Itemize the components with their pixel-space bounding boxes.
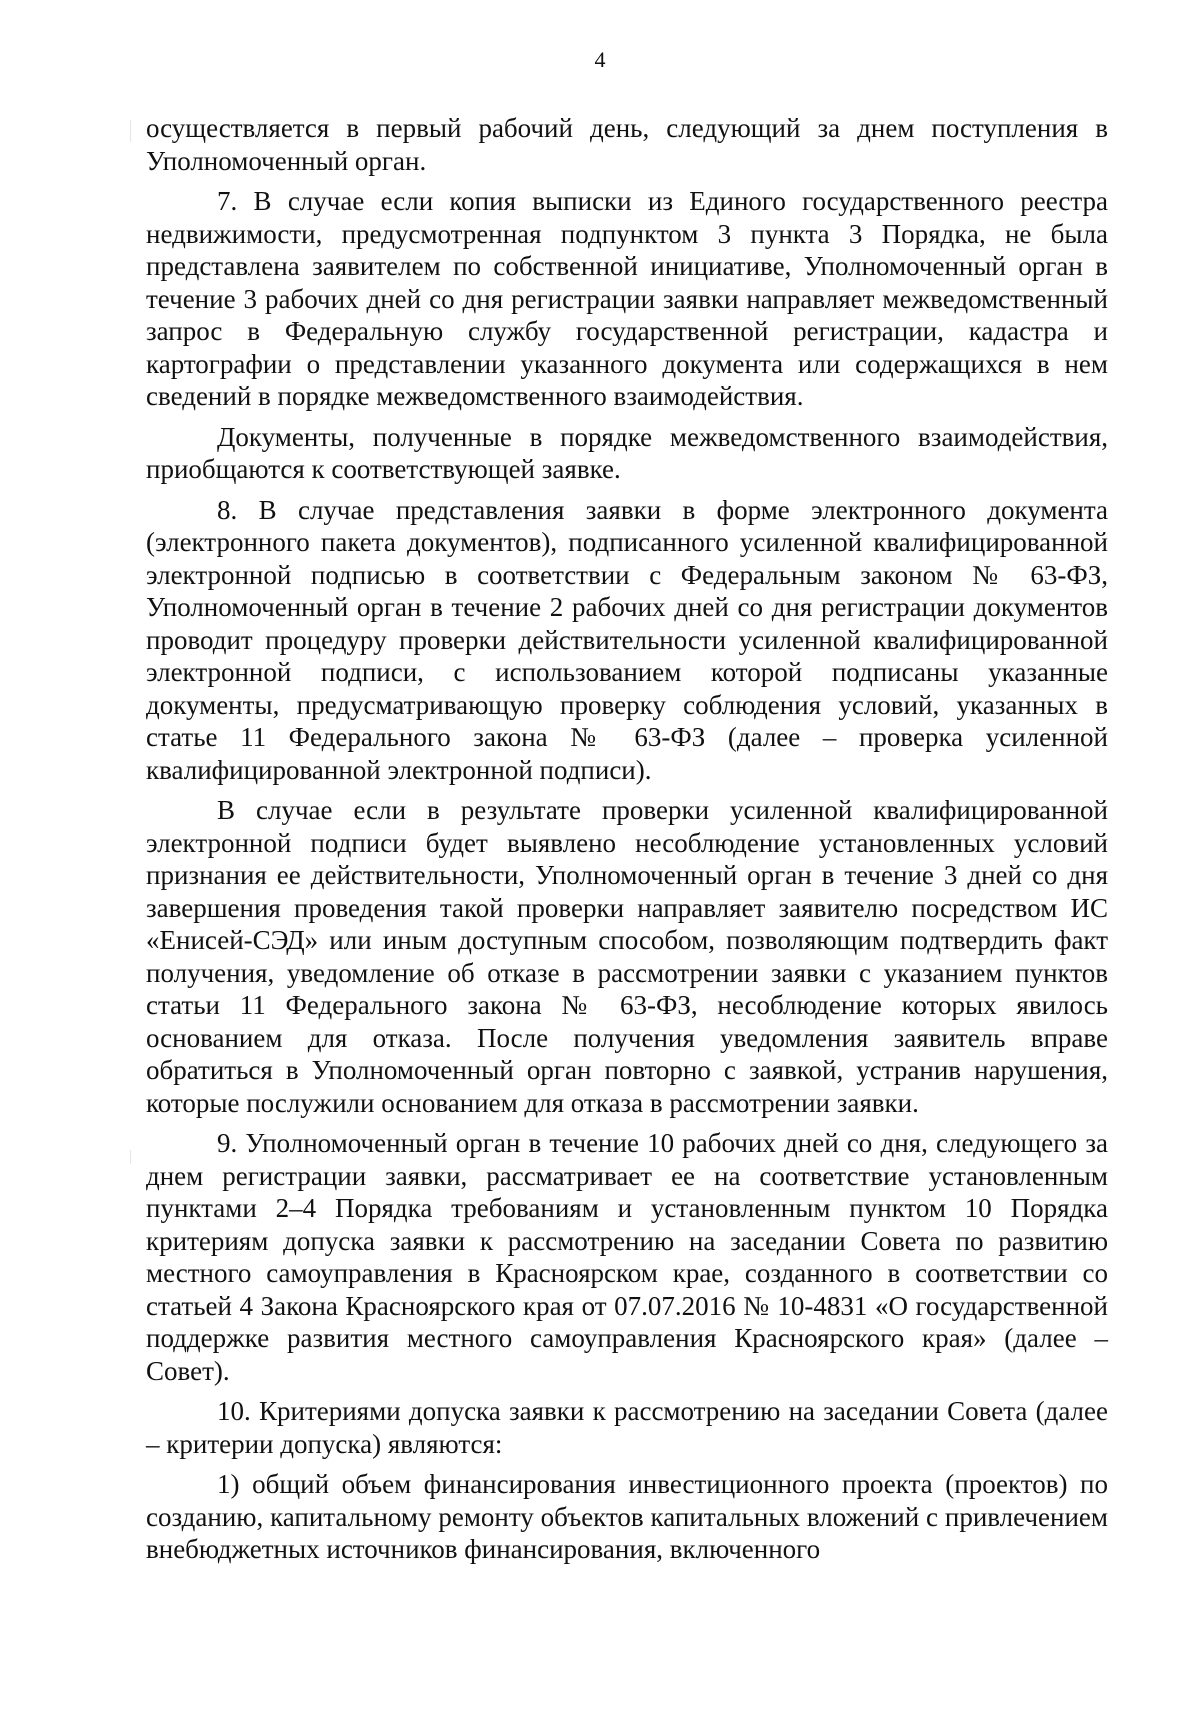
paragraph-item-10-1: 1) общий объем финансирования инвестиционного проекта (проектов) по созданию, капитальному ремонту объектов капитальных вложений с привлечением внебюджетных источников финансирования, включенного [146, 1469, 1108, 1564]
margin-scan-mark [130, 120, 131, 142]
paragraph-item-7-documents: Документы, полученные в порядке межведомственного взаимодействия, приобщаются к соответствующей заявке. [146, 421, 1108, 484]
paragraph-item-7: 7. В случае если копия выписки из Единого государственного реестра недвижимости, предусмотренная подпунктом 3 пункта 3 Порядка, не была представлена заявителем по собственной инициативе, Уполномоченный орган в течение 3 рабочих дней со дня регистрации заявки направляет межведомственный запрос в Федеральную службу государственной регистрации, кадастра и картографии о представлении указанного документа или содержащихся в нем сведений в порядке межведомственного взаимодействия. [146, 186, 1108, 411]
paragraph-item-9: 9. Уполномоченный орган в течение 10 рабочих дней со дня, следующего за днем регистрации заявки, рассматривает ее на соответствие установленным пунктами 2–4 Порядка требованиям и установленным пунктом 10 Порядка критериям допуска заявки к рассмотрению на заседании Совета по развитию местного самоуправления в Красноярском крае, созданного в соответствии со статьей 4 Закона Красноярского края от 07.07.2016 № 10-4831 «О государственной поддержке развития местного самоуправления Красноярского края» (далее – Совет). [146, 1128, 1108, 1386]
page-number: 4 [594, 47, 606, 72]
margin-scan-mark [130, 1150, 131, 1164]
paragraph-item-8-refusal: В случае если в результате проверки усиленной квалифицированной электронной подписи будет выявлено несоблюдение установленных условий признания ее действительности, Уполномоченный орган в течение 3 дней со дня завершения проведения такой проверки направляет заявителю посредством ИС «Енисей-СЭД» или иным доступным способом, позволяющим подтвердить факт получения, уведомление об отказе в рассмотрении заявки с указанием пунктов статьи 11 Федерального закона № 63-ФЗ, несоблюдение которых явилось основанием для отказа. После получения уведомления заявитель вправе обратиться в Уполномоченный орган повторно с заявкой, устранив нарушения, которые послужили основанием для отказа в рассмотрении заявки. [146, 795, 1108, 1118]
document-body [146, 112, 1108, 1566]
paragraph-item-8: 8. В случае представления заявки в форме электронного документа (электронного пакета документов), подписанного усиленной квалифицированной электронной подписью в соответствии с Федеральным законом № 63-ФЗ, Уполномоченный орган в течение 2 рабочих дней со дня регистрации документов проводит процедуру проверки действительности усиленной квалифицированной электронной подписи, с использованием которой подписаны указанные документы, предусматривающую проверку соблюдения условий, указанных в статье 11 Федерального закона № 63-ФЗ (далее – проверка усиленной квалифицированной электронной подписи). [146, 494, 1108, 785]
paragraph-item-10: 10. Критериями допуска заявки к рассмотрению на заседании Совета (далее – критерии допуска) являются: [146, 1396, 1108, 1459]
paragraph-continuation: осуществляется в первый рабочий день, следующий за днем поступления в Уполномоченный орган. [146, 113, 1108, 176]
